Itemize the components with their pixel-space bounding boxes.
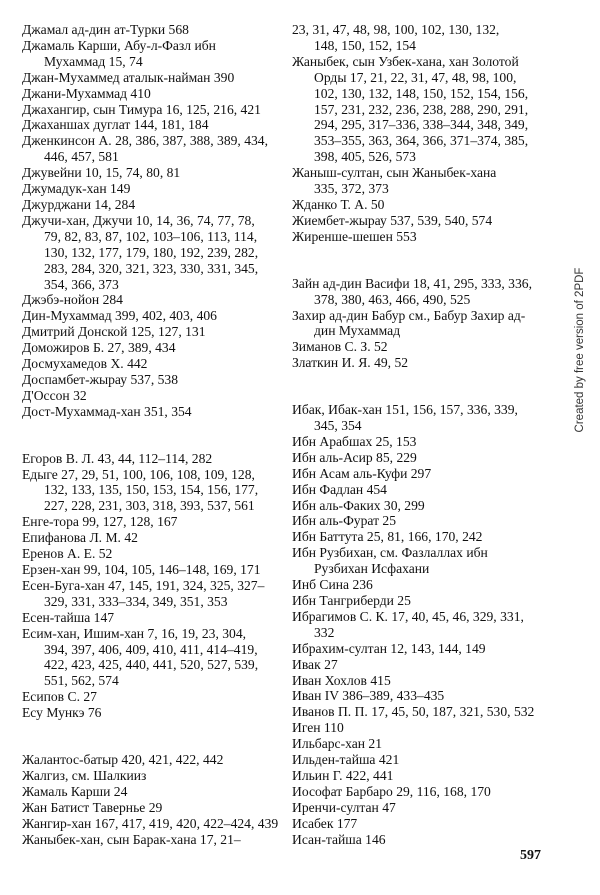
index-entry [292,466,554,482]
index-entry-line: Ибн Тангриберди 25 [292,593,411,608]
index-entry-line: Жиембет-жырау 537, 539, 540, 574 [292,212,493,228]
index-entry-line: Д'Оссон 32 [22,387,87,403]
index-entry-line: Зайн ад-дин Васифи 18, 41, 295, 333, 336, [292,275,532,291]
index-entry-line: Инб Сина 236 [292,577,373,593]
index-entry-line: Дост-Мухаммад-хан 351, 354 [22,403,192,419]
index-entry-line: Иван IV 386–389, 433–435 [292,688,445,704]
index-entry-line: 422, 423, 425, 440, 441, 520, 527, 539, [44,657,259,673]
index-entry-line: Джучи-хан, Джучи 10, 14, 36, 74, 77, 78, [22,212,255,228]
index-entry [292,768,554,784]
index-entry [292,197,554,213]
index-entry [22,213,280,293]
index-entry [292,816,554,832]
index-entry-line: 130, 132, 177, 179, 180, 192, 239, 282, [44,244,259,260]
index-entry [292,22,554,54]
index-entry-line: Жаныбек-хан, сын Барак-хана 17, 21– [22,831,241,847]
index-entry-line: Джувейни 10, 15, 74, 80, 81 [22,165,181,181]
index-entry-line: Иген 110 [292,720,344,736]
index-entry [22,70,280,86]
watermark-text: Created by free version of 2PDF [574,267,586,433]
index-entry-line: Златкин И. Я. 49, 52 [292,355,409,371]
index-entry-line: 329, 331, 333–334, 349, 351, 353 [44,593,228,609]
index-entry-line: Ерзен-хан 99, 104, 105, 146–148, 169, 171 [22,562,261,577]
index-entry-line: Ибн Фадлан 454 [292,481,387,497]
index-entry-line: дин Мухаммад [314,323,401,339]
index-entry [292,784,554,800]
index-entry [22,181,280,197]
index-entry [22,133,280,165]
index-entry-line: Джани-Мухаммад 410 [22,85,151,101]
index-column-right [292,22,554,848]
index-entry-line: Досмухамедов Х. 442 [22,356,148,372]
index-entry [292,482,554,498]
index-entry-line: Джамаль Карши, Абу-л-Фазл ибн [22,37,216,53]
index-entry [22,610,280,626]
index-entry-line: Рузбихан Исфахани [314,561,430,577]
index-entry [22,86,280,102]
index-entry [292,339,554,355]
index-entry [22,530,280,546]
index-entry-line: Ильден-тайша 421 [292,752,400,768]
letter-section-gap [22,420,280,451]
index-entry [22,689,280,705]
index-entry-line: 394, 397, 406, 409, 410, 411, 414–419, [44,641,258,657]
index-entry [292,720,554,736]
index-entry [292,513,554,529]
index-entry-line: Ибрагимов С. К. 17, 40, 45, 46, 329, 331, [292,608,524,624]
index-entry [292,577,554,593]
index-entry-line: Есим-хан, Ишим-хан 7, 16, 19, 23, 304, [22,625,247,641]
index-entry-line: 132, 133, 135, 150, 153, 154, 156, 177, [44,482,259,498]
index-entry-line: 354, 366, 373 [44,276,119,292]
index-entry-line: Ибн аль-Фурат 25 [292,513,397,529]
index-entry-line: Ильин Г. 422, 441 [292,767,394,783]
index-entry [22,372,280,388]
index-entry [22,578,280,610]
index-entry-line: 79, 82, 83, 87, 102, 103–106, 113, 114, [44,228,258,244]
index-entry [292,673,554,689]
index-entry-line: 294, 295, 317–336, 338–344, 348, 349, [314,117,529,133]
index-entry [22,308,280,324]
index-entry-line: Есу Мункэ 76 [22,705,102,721]
index-entry-line: Мухаммад 15, 74 [44,53,143,69]
index-entry-line: Жданко Т. А. 50 [292,196,385,212]
index-entry [292,736,554,752]
index-entry [292,832,554,848]
index-entry [22,451,280,467]
index-entry [22,546,280,562]
index-entry-line: Ибн Арабшах 25, 153 [292,433,417,449]
index-entry-line: Енге-тора 99, 127, 128, 167 [22,514,178,530]
index-entry [292,529,554,545]
page-number: 597 [520,848,541,863]
index-entry-line: Есен-Буга-хан 47, 145, 191, 324, 325, 327– [22,577,265,593]
index-entry-line: 332 [314,624,335,640]
index-entry [22,562,280,578]
index-entry-line: 398, 405, 526, 573 [314,149,416,165]
index-entry-line: 446, 457, 581 [44,149,119,165]
index-entry [292,165,554,197]
index-entry-line: Есипов С. 27 [22,689,97,705]
index-entry-line: Ильбарс-хан 21 [292,736,383,752]
index-entry-line: Джумадук-хан 149 [22,181,131,197]
index-entry-line: 345, 354 [314,418,362,434]
index-entry [292,609,554,641]
index-entry-line: Ивак 27 [292,656,338,672]
index-entry-line: 353–355, 363, 364, 366, 371–374, 385, [314,133,529,149]
index-entry-line: Исан-тайша 146 [292,831,386,847]
index-entry-line: Жалгиз, см. Шалкииз [22,767,147,783]
index-entry-line: Иванов П. П. 17, 45, 50, 187, 321, 530, 532 [292,704,535,720]
index-entry [292,688,554,704]
index-entry [292,213,554,229]
index-entry-line: Ибн Асам аль-Куфи 297 [292,465,432,481]
index-column-left [22,22,280,848]
index-entry-line: 335, 372, 373 [314,181,389,197]
index-entry-line: Джаханшах дуглат 144, 181, 184 [22,117,209,133]
index-entry [292,355,554,371]
index-entry-line: Джахангир, сын Тимура 16, 125, 216, 421 [22,101,261,117]
index-entry-line: Зиманов С. З. 52 [292,339,388,355]
index-entry [22,705,280,721]
index-entry-line: Ибн аль-Факих 30, 299 [292,497,425,513]
index-entry-line: Захир ад-дин Бабур см., Бабур Захир ад- [292,307,526,323]
index-entry [292,434,554,450]
index-entry-line: Иософат Барбаро 29, 116, 168, 170 [292,783,491,799]
index-entry-line: 148, 150, 152, 154 [314,37,416,53]
index-entry-line: Джан-Мухаммед аталык-найман 390 [22,69,235,85]
index-entry-line: Дмитрий Донской 125, 127, 131 [22,324,206,340]
index-entry-line: Дин-Мухаммад 399, 402, 403, 406 [22,308,217,324]
letter-section-gap [22,721,280,752]
index-entry-line: Доможиров Б. 27, 389, 434 [22,340,176,356]
index-entry-line: 102, 130, 132, 148, 150, 152, 154, 156, [314,85,529,101]
index-entry-line: Еренов А. Е. 52 [22,546,113,562]
index-entry-line: Есен-тайша 147 [22,609,115,625]
index-entry [292,593,554,609]
watermark [572,110,588,590]
index-entry [22,404,280,420]
index-entry [22,22,280,38]
index-entry [22,800,280,816]
index-entry-line: Исабек 177 [292,815,358,831]
index-entry-line: Ибрахим-султан 12, 143, 144, 149 [292,640,486,656]
index-entry-line: Ибн Рузбихан, см. Фазлаллах ибн [292,545,488,561]
index-entry [22,324,280,340]
index-entry-line: 227, 228, 231, 303, 318, 393, 537, 561 [44,498,255,514]
index-entry [22,117,280,133]
index-entry-line: Жан Батист Тавернье 29 [22,799,163,815]
index-entry [292,402,554,434]
index-entry [22,768,280,784]
index-entry [292,54,554,165]
index-entry [22,832,280,848]
index-entry-line: Джурджани 14, 284 [22,196,136,212]
index-entry [292,704,554,720]
index-entry-line: Джамал ад-дин ат-Турки 568 [22,22,189,37]
index-entry [22,388,280,404]
index-entry [22,467,280,515]
index-entry-line: Иван Хохлов 415 [292,672,391,688]
index-entry-line: 23, 31, 47, 48, 98, 100, 102, 130, 132, [292,22,500,37]
index-entry [292,752,554,768]
index-entry [292,657,554,673]
index-entry-line: Едыге 27, 29, 51, 100, 106, 108, 109, 128, [22,466,255,482]
index-entry [292,498,554,514]
index-entry-line: 157, 231, 232, 236, 238, 288, 290, 291, [314,101,529,117]
index-entry-line: 378, 380, 463, 466, 490, 525 [314,291,471,307]
index-entry-line: Иренчи-султан 47 [292,799,396,815]
index-entry-line: Дженкинсон А. 28, 386, 387, 388, 389, 434, [22,133,268,149]
index-entry [22,626,280,690]
index-entry-line: Егоров В. Л. 43, 44, 112–114, 282 [22,450,213,466]
index-entry [292,308,554,340]
index-entry [22,356,280,372]
index-entry-line: Жиренше-шешен 553 [292,228,417,244]
letter-section-gap [292,371,554,402]
index-entry [292,641,554,657]
index-entry-line: Ибн аль-Асир 85, 229 [292,449,417,465]
index-entry-line: Орды 17, 21, 22, 31, 47, 48, 98, 100, [314,69,517,85]
index-entry-line: Доспамбет-жырау 537, 538 [22,371,179,387]
index-entry-line: Жалантос-батыр 420, 421, 422, 442 [22,752,224,768]
index-entry [22,816,280,832]
index-entry [292,800,554,816]
index-entry-line: Жаныбек, сын Узбек-хана, хан Золотой [292,53,519,69]
index-entry [22,292,280,308]
index-entry-line: Епифанова Л. М. 42 [22,530,138,546]
index-entry [22,514,280,530]
index-entry-line: Ибн Баттута 25, 81, 166, 170, 242 [292,529,483,545]
index-entry-line: Жангир-хан 167, 417, 419, 420, 422–424, 439 [22,815,279,831]
index-entry [22,165,280,181]
index-entry-line: Джэбэ-нойон 284 [22,292,123,308]
index-entry-line: Жамаль Карши 24 [22,783,128,799]
index-entry [22,784,280,800]
index-entry [22,197,280,213]
index-entry [292,545,554,577]
index-entry-line: Ибак, Ибак-хан 151, 156, 157, 336, 339, [292,402,518,418]
index-entry-line: Жаныш-султан, сын Жаныбек-хана [292,165,497,181]
index-entry [292,229,554,245]
index-entry [292,276,554,308]
index-entry [292,450,554,466]
index-entry [22,752,280,768]
index-entry [22,102,280,118]
index-entry-line: 551, 562, 574 [44,673,119,689]
index-entry-line: 283, 284, 320, 321, 323, 330, 331, 345, [44,260,259,276]
index-entry [22,38,280,70]
letter-section-gap [292,245,554,276]
index-entry [22,340,280,356]
